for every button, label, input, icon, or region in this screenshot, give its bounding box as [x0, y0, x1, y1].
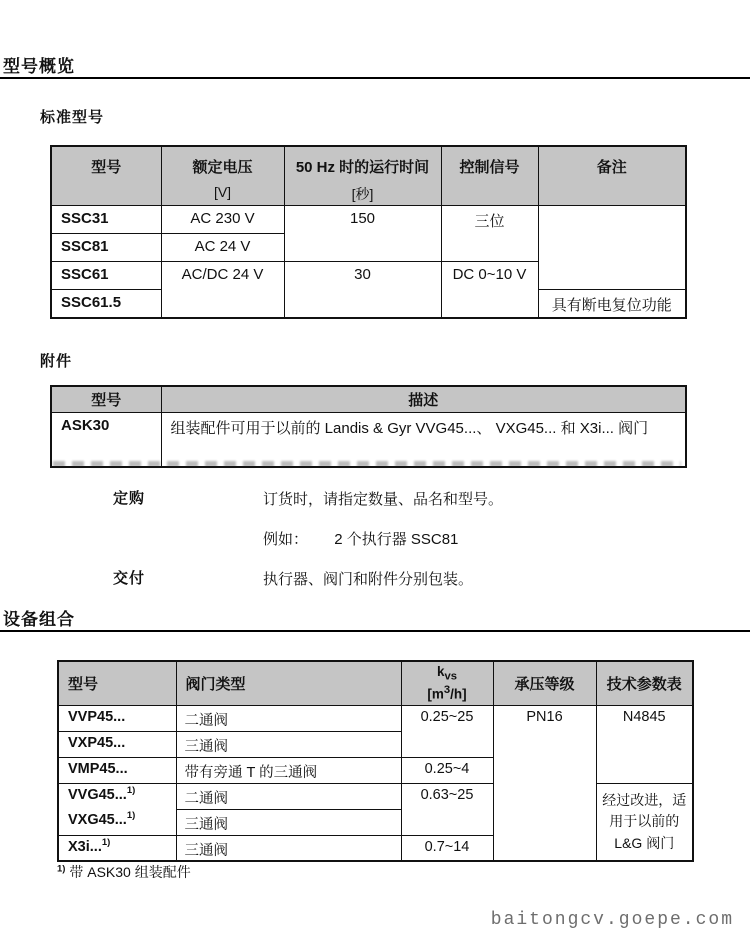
table-header-row: [51, 386, 686, 413]
cell-model-ask30: ASK30: [51, 413, 161, 467]
col-header-datasheet: 技术参数表: [596, 661, 693, 705]
cell-signal-three-position: 三位: [441, 206, 538, 262]
table-header-row: [58, 661, 693, 705]
col-header-signal: 控制信号: [441, 146, 538, 206]
col-header-voltage-unit: [V]: [213, 184, 232, 200]
footnote-marker: 1): [57, 863, 66, 875]
cell-voltage-ssc31: AC 230 V: [161, 206, 284, 234]
cell-model-vxg45: VXG45...$^{1)}$: [58, 809, 176, 835]
col-header-runtime-unit: [秒]: [351, 186, 374, 202]
delivery-label: 交付: [113, 570, 146, 587]
col-header-remark: 备注: [538, 146, 686, 206]
delivery-text: 执行器、阀门和附件分别包装。: [263, 571, 474, 588]
ordering-example-value: 2 个执行器 SSC81: [334, 531, 459, 548]
cell-model-ssc61-5: SSC61.5: [51, 290, 161, 318]
cell-kvs-07-14: 0.7~14: [401, 835, 493, 861]
col-header-model: 型号: [58, 661, 176, 705]
cell-valve-type: 带有旁通 T 的三通阀: [176, 757, 401, 783]
equipment-combinations-table: [57, 660, 694, 862]
cell-pressure-pn16: PN16: [493, 705, 596, 861]
col-header-runtime: 50 Hz 时的运行时间 [秒]: [284, 146, 441, 206]
cell-kvs-063-25: 0.63~25: [401, 783, 493, 835]
footnote-text: 带 ASK30 组装配件: [65, 864, 191, 880]
col-header-model: 型号: [51, 386, 161, 413]
scan-artifact-strip: [53, 461, 681, 467]
cell-model-vxp45: VXP45...: [58, 731, 176, 757]
cell-datasheet-n4845: N4845: [596, 705, 693, 783]
cell-description-ask30: 组装配件可用于以前的 Landis & Gyr VVG45...、 VXG45... 和 X3i... 阀门: [161, 413, 686, 467]
cell-voltage-ssc61: AC/DC 24 V: [161, 262, 284, 318]
cell-remark-power-reset: 具有断电复位功能: [538, 290, 686, 318]
kvs-subscript: vs: [444, 670, 458, 683]
ordering-text: 订货时，请指定数量、品名和型号。: [263, 491, 504, 508]
footnote-marker: 1): [101, 837, 111, 849]
table-footnote: [57, 862, 191, 882]
col-header-pressure-class: 承压等级: [493, 661, 596, 705]
cell-model-ssc61: SSC61: [51, 262, 161, 290]
cell-remark-empty: [538, 206, 686, 290]
footnote-marker: 1): [126, 785, 136, 797]
accessories-table: [50, 385, 687, 468]
subsection-title-standard-models: 标准型号: [40, 109, 105, 126]
cell-signal-dc-0-10v: DC 0~10 V: [441, 262, 538, 318]
cell-model-vvp45: VVP45...: [58, 705, 176, 731]
section-title-equipment-combinations: 设备组合: [3, 610, 75, 629]
col-header-description: 描述: [161, 386, 686, 413]
cell-kvs-025-4: 0.25~4: [401, 757, 493, 783]
col-header-valve-type: 阀门类型: [176, 661, 401, 705]
ordering-label: 定购: [113, 490, 146, 507]
section-title-model-overview: 型号概览: [3, 57, 75, 76]
table-row: [58, 705, 693, 731]
table-header-row: [51, 146, 686, 206]
col-header-model: 型号: [51, 146, 161, 206]
kvs-cubed-superscript: 3: [443, 684, 451, 697]
site-watermark: baitongcv.goepe.com: [490, 910, 734, 930]
cell-voltage-ssc81: AC 24 V: [161, 234, 284, 262]
cell-model-ssc31: SSC31: [51, 206, 161, 234]
standard-models-table: [50, 145, 687, 319]
col-header-kvs: $k_{vs}$ $[m^3/h]$: [401, 661, 493, 705]
section-divider: [0, 630, 750, 632]
cell-datasheet-improved-note: 经过改进，适用于以前的 L&G 阀门: [596, 783, 693, 861]
cell-valve-type: 三通阀: [176, 809, 401, 835]
cell-runtime-150: 150: [284, 206, 441, 262]
table-row: [51, 413, 686, 467]
subsection-title-accessories: 附件: [40, 353, 73, 370]
section-divider: [0, 77, 750, 79]
cell-model-vmp45: VMP45...: [58, 757, 176, 783]
cell-model-ssc81: SSC81: [51, 234, 161, 262]
cell-model-vvg45: VVG45...$^{1)}$: [58, 783, 176, 809]
cell-valve-type: 三通阀: [176, 835, 401, 861]
cell-valve-type: 三通阀: [176, 731, 401, 757]
table-row: [51, 206, 686, 234]
ordering-example-label: 例如：: [263, 531, 309, 548]
cell-valve-type: 二通阀: [176, 705, 401, 731]
cell-runtime-30: 30: [284, 262, 441, 318]
cell-kvs-025-25: 0.25~25: [401, 705, 493, 757]
ordering-example-line: [263, 528, 458, 549]
cell-valve-type: 二通阀: [176, 783, 401, 809]
table-row: [58, 783, 693, 809]
cell-model-x3i: X3i...$^{1)}$: [58, 835, 176, 861]
footnote-marker: 1): [126, 810, 136, 822]
col-header-voltage: 额定电压 [V]: [161, 146, 284, 206]
